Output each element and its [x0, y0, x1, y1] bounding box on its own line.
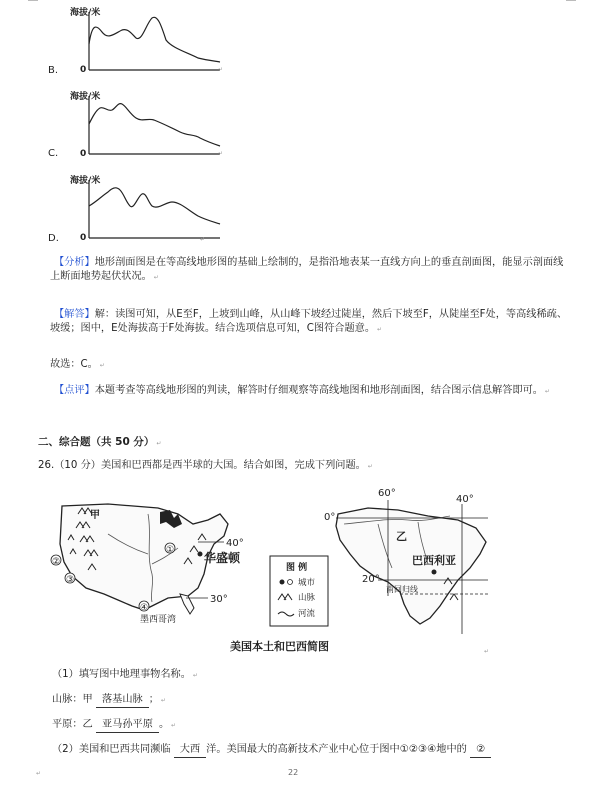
option-c-mark: ↵: [218, 150, 224, 157]
profile-d-terrain-line: [89, 188, 220, 224]
brazil-lon40-label: 40°: [456, 494, 474, 505]
answer-text: 解：读图可知，从E至F，上坡到山峰，从山峰下坡经过陡崖，然后下坡至F，从陡崖至F处，等高线稀疏、坡缓；图中，E处海拔高于F处海拔。结合选项信息可知，C图符合题意。: [50, 309, 568, 334]
sub1-prompt: （1）填写图中地理事物名称。 ↵: [52, 669, 198, 680]
option-c-letter: C.: [48, 148, 59, 159]
choice-line: 故选：C。 ↵: [50, 359, 105, 370]
legend-city: 城市: [298, 578, 316, 588]
washington-city-dot: [198, 552, 203, 557]
brasilia-city-dot: [432, 570, 437, 575]
usa-jia-label: 甲: [90, 510, 100, 521]
brasilia-label: 巴西利亚: [412, 554, 456, 567]
comment-tag: 【点评】: [54, 385, 95, 396]
option-d-mark: ↵: [200, 236, 206, 243]
option-b-mark: ↵: [218, 66, 224, 73]
site-3: ③: [66, 575, 75, 585]
answer-tag: 【解答】: [54, 309, 95, 320]
map-caption: 美国本土和巴西简图: [230, 640, 329, 653]
profile-c-ylabel: 海拔/米: [70, 92, 101, 102]
brazil-lat0-label: 0°: [324, 512, 336, 523]
brazil-lat20-label: 20°: [362, 574, 380, 585]
gulf-label: 墨西哥湾: [140, 615, 177, 625]
profile-b-terrain-line: [89, 17, 220, 62]
site-1: ①: [166, 545, 175, 555]
site-4: ④: [140, 603, 149, 613]
analysis-paragraph: 【分析】地形剖面图是在等高线地形图的基础上绘制的，是指沿地表某一直线方向上的垂直剖面图，能显示剖面线上断面地势起伏状况。 ↵: [50, 257, 564, 282]
option-b-letter: B.: [48, 65, 59, 76]
profile-c-zero: 0: [80, 149, 87, 159]
sub2-middle: 洋。美国最大的高新技术产业中心位于图中①②③④地中的: [206, 744, 467, 755]
site-answer: ②: [470, 743, 491, 758]
analysis-text: 地形剖面图是在等高线地形图的基础上绘制的，是指沿地表某一直线方向上的垂直剖面图，能显示剖面线上断面地势起伏状况。: [50, 257, 564, 282]
usa-brazil-map-figure: [48, 484, 508, 656]
profile-chart-d: [68, 172, 228, 244]
page-number: 22: [288, 768, 299, 777]
profile-d-zero: 0: [80, 233, 87, 243]
profile-chart-c: [68, 88, 228, 160]
washington-label: 华盛顿: [204, 551, 241, 565]
legend-river: 河流: [298, 609, 316, 619]
profile-b-ylabel: 海拔/米: [70, 8, 101, 18]
mountain-answer: 落基山脉: [96, 693, 149, 708]
corner-mark-left: [28, 0, 38, 1]
legend-title: 图 例: [286, 563, 308, 573]
choice-text: 故选：C。: [50, 359, 98, 370]
question-26: 26.（10 分）美国和巴西都是西半球的大国。结合如图，完成下列问题。 ↵: [38, 460, 373, 471]
tropic-label: 南回归线: [386, 585, 418, 594]
sub1-mountain-line: 山脉：甲 落基山脉 ； ↵: [52, 693, 572, 708]
comment-paragraph: 【点评】本题考查等高线地形图的判读，解答时仔细观察等高线地图和地形剖面图，结合图示信息解答即可。 ↵: [54, 385, 550, 396]
usa-lat30-label: 30°: [210, 594, 228, 605]
profile-chart-b: [68, 4, 228, 76]
corner-mark-right: [566, 0, 576, 1]
map-mark: ↵: [484, 648, 490, 655]
option-d-letter: D.: [48, 233, 59, 244]
profile-d-ylabel: 海拔/米: [70, 176, 101, 186]
comment-text: 本题考查等高线地形图的判读，解答时仔细观察等高线地图和地形剖面图，结合图示信息解答即可。: [94, 385, 543, 396]
profile-b-zero: 0: [80, 65, 87, 75]
sub1-plain-line: 平原：乙 亚马孙平原 。 ↵: [52, 718, 572, 733]
answer-paragraph: 【解答】解：读图可知，从E至F，上坡到山峰，从山峰下坡经过陡崖，然后下坡至F，从陡崖至F处，等高线稀疏、坡缓；图中，E处海拔高于F处海拔。结合选项信息可知，C图符合题意。 ↵: [50, 309, 568, 334]
plain-label: 平原：乙: [52, 719, 93, 730]
sub2-line: [52, 743, 592, 758]
profile-c-terrain-line: [89, 104, 220, 146]
legend-mountain: 山脉: [298, 593, 316, 603]
usa-florida: [180, 594, 194, 614]
site-2: ②: [52, 557, 61, 567]
question-number: 26.: [38, 460, 55, 471]
brazil-lon60-label: 60°: [378, 488, 396, 499]
usa-lat40-label: 40°: [226, 538, 244, 549]
plain-answer: 亚马孙平原: [96, 718, 159, 733]
question-score: （10 分）: [54, 460, 101, 471]
brazil-outline: [336, 508, 486, 624]
usa-outline: [60, 504, 228, 610]
ocean-answer: 大西: [174, 743, 206, 758]
brazil-yi-label: 乙: [396, 530, 407, 543]
mountain-label: 山脉：甲: [52, 694, 93, 705]
question-text: 美国和巴西都是西半球的大国。结合如图，完成下列问题。: [100, 460, 366, 471]
section-title: 二、综合题（共 50 分） ↵: [38, 436, 162, 448]
sub2-prefix: （2）美国和巴西共同濒临: [52, 744, 171, 755]
analysis-tag: 【分析】: [54, 257, 95, 268]
footer-mark: ↵: [36, 770, 42, 777]
